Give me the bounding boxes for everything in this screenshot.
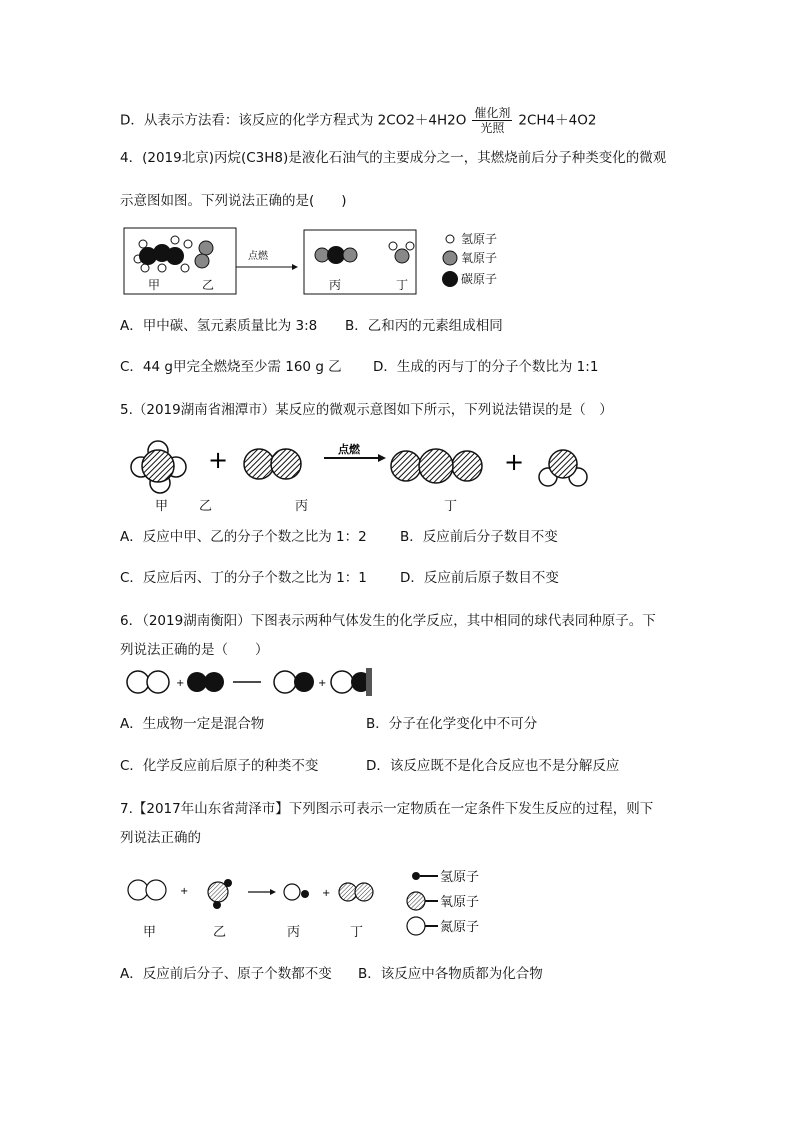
q7-diagram — [120, 864, 500, 944]
q5-stem: 5.（2019湖南省湘潭市）某反应的微观示意图如下所示，下列说法错误的是（ ） — [120, 402, 613, 418]
label-ding: 丁 — [396, 278, 409, 292]
q5-bing-molecule — [391, 449, 482, 483]
q7-option-a: A．反应前后分子、原子个数都不变 — [120, 966, 332, 982]
water-molecule — [389, 242, 414, 263]
q6-product-2 — [331, 668, 372, 696]
q5-label-ding: 丁 — [444, 499, 458, 514]
q7-stem-line2: 列说法正确的 — [120, 830, 201, 846]
q4-option-a: A．甲中碳、氢元素质量比为 3:8 — [120, 318, 318, 334]
q5-label-bing: 丙 — [295, 499, 309, 514]
q5-jia-molecule — [131, 441, 186, 493]
q4-stem-line2: 示意图如图。下列说法正确的是( ) — [120, 193, 347, 209]
q7-bing-molecule — [284, 884, 309, 900]
q5-ding-molecule — [539, 450, 587, 486]
label-yi: 乙 — [202, 278, 215, 292]
q5-yi-molecule — [244, 449, 301, 479]
q5-label-jia: 甲 — [155, 499, 169, 514]
q7-plus-2: + — [322, 888, 331, 899]
q7-label-ding: 丁 — [350, 925, 364, 940]
q7-plus: + — [180, 886, 189, 897]
q4-diagram — [120, 226, 520, 298]
legend-hydrogen: 氢原子 — [461, 232, 498, 246]
q7-option-b: B．该反应中各物质都为化合物 — [358, 966, 543, 982]
q6-option-d: D．该反应既不是化合反应也不是分解反应 — [366, 758, 620, 774]
q7-stem-line1: 7.【2017年山东省菏泽市】下列图示可表示一定物质在一定条件下发生反应的过程，则下 — [120, 801, 654, 817]
q4-option-b: B．乙和丙的元素组成相同 — [345, 318, 503, 334]
q6-option-c: C．化学反应前后原子的种类不变 — [120, 758, 319, 774]
oxygen-molecule — [195, 241, 213, 268]
q7-label-bing: 丙 — [287, 925, 301, 940]
q6-option-b: B．分子在化学变化中不可分 — [366, 716, 538, 732]
q5-label-yi: 乙 — [199, 499, 213, 514]
q3-option-d-prefix: D．从表示方法看：该反应的化学方程式为 2CO2＋4H2O — [120, 112, 467, 129]
q7-ding-molecule — [339, 883, 373, 901]
q7-label-jia: 甲 — [143, 925, 157, 940]
q7-legend-oxygen: 氧原子 — [440, 895, 480, 910]
plus-sign-2: + — [504, 448, 525, 476]
q6-product-1 — [274, 671, 314, 693]
label-bing: 丙 — [329, 278, 342, 292]
q7-legend-nitrogen: 氮原子 — [440, 920, 480, 935]
q7-jia-molecule — [128, 880, 166, 900]
legend-carbon: 碳原子 — [461, 272, 498, 286]
propane-molecule — [134, 236, 192, 272]
q5-option-a: A．反应中甲、乙的分子个数之比为 1：2 — [120, 529, 367, 545]
q5-option-b: B．反应前后分子数目不变 — [400, 529, 558, 545]
q4-option-c: C．44 g甲完全燃烧至少需 160 g 乙 — [120, 359, 342, 375]
q6-plus: + — [176, 678, 185, 689]
plus-sign: + — [208, 446, 229, 474]
q6-diagram — [120, 664, 380, 700]
q7-label-yi: 乙 — [213, 925, 227, 940]
q3-option-d-suffix: 2CH4＋4O2 — [518, 112, 597, 129]
q5-arrow-label: 点燃 — [338, 443, 360, 456]
q5-diagram — [120, 428, 600, 518]
q6-option-a: A．生成物一定是混合物 — [120, 716, 265, 732]
label-jia: 甲 — [148, 278, 161, 292]
q6-plus-2: + — [318, 678, 327, 689]
q6-black-molecule — [187, 672, 224, 692]
q6-stem-line2: 列说法正确的是（ ） — [120, 642, 269, 658]
legend-oxygen: 氧原子 — [461, 251, 498, 265]
co2-molecule — [315, 246, 357, 264]
q5-option-d: D．反应前后原子数目不变 — [400, 570, 559, 586]
q5-option-c: C．反应后丙、丁的分子个数之比为 1：1 — [120, 570, 367, 586]
q6-stem-line1: 6．（2019湖南衡阳）下图表示两种气体发生的化学反应，其中相同的球代表同种原子。下 — [120, 613, 656, 629]
condition-bottom: 光照 — [480, 121, 505, 135]
q7-yi-molecule — [208, 879, 232, 909]
q4-option-d: D．生成的丙与丁的分子个数比为 1:1 — [373, 359, 599, 375]
q6-white-molecule — [127, 671, 169, 693]
q7-legend-hydrogen: 氢原子 — [440, 870, 480, 885]
reaction-condition — [472, 106, 512, 135]
condition-top: 催化剂 — [474, 106, 511, 120]
q3-option-d — [120, 106, 596, 135]
arrow-label: 点燃 — [248, 251, 268, 262]
q4-stem-line1: 4．(2019北京)丙烷(C3H8)是液化石油气的主要成分之一，其燃烧前后分子种类变化的微观 — [120, 150, 667, 166]
